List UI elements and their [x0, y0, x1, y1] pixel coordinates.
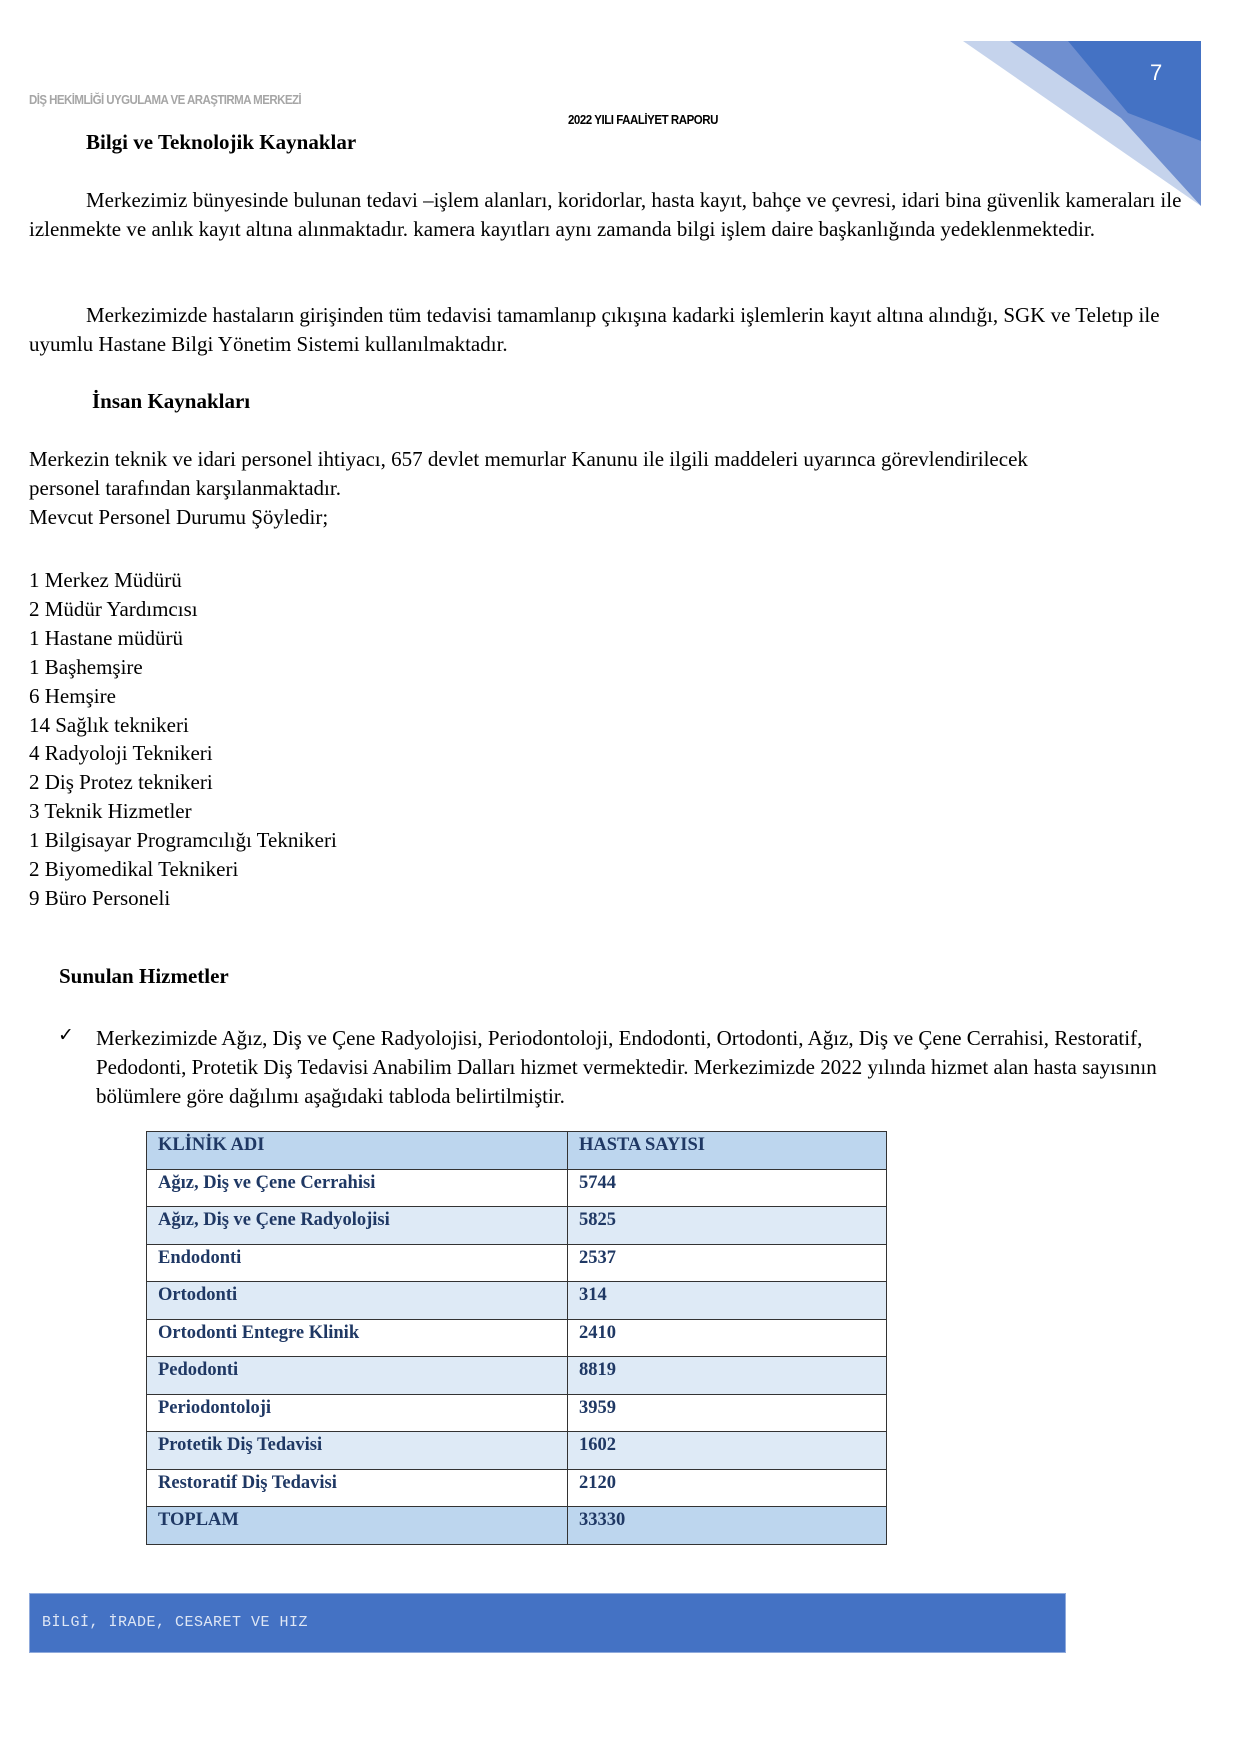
section-title-technology: Bilgi ve Teknolojik Kaynaklar — [86, 130, 357, 154]
patient-count: 2120 — [568, 1469, 887, 1507]
staff-item: 14 Sağlık teknikeri — [29, 712, 189, 737]
table-row — [147, 1207, 887, 1245]
footer-banner — [29, 1593, 1066, 1653]
patient-count: 5825 — [568, 1207, 887, 1245]
patient-count: 3959 — [568, 1394, 887, 1432]
table-row — [147, 1357, 887, 1395]
clinic-name: Ortodonti — [147, 1282, 568, 1320]
patient-count: 1602 — [568, 1432, 887, 1470]
paragraph-cameras: Merkezimiz bünyesinde bulunan tedavi –işlem alanları, koridorlar, hasta kayıt, bahçe ve çevresi, idari bina güvenlik kameraları ile izlenmekte ve anlık kayıt altına alınmaktadır. kamera kayıtları aynı zamanda bilgi işlem daire başkanlığında yedeklenmektedir. — [29, 188, 1182, 241]
table-row — [147, 1394, 887, 1432]
clinic-name: Periodontoloji — [147, 1394, 568, 1432]
section-title-services: Sunulan Hizmetler — [59, 964, 229, 988]
clinic-name: Restoratif Diş Tedavisi — [147, 1469, 568, 1507]
table-header-row — [147, 1132, 887, 1170]
total-value: 33330 — [568, 1507, 887, 1545]
table-row — [147, 1469, 887, 1507]
table-total-row — [147, 1507, 887, 1545]
clinic-name: Ağız, Diş ve Çene Cerrahisi — [147, 1169, 568, 1207]
clinic-name: Ortodonti Entegre Klinik — [147, 1319, 568, 1357]
section-title-human-resources: İnsan Kaynakları — [92, 389, 251, 413]
staff-item: 9 Büro Personeli — [29, 885, 171, 910]
staff-item: 2 Müdür Yardımcısı — [29, 596, 198, 621]
corner-triangle-decoration — [963, 40, 1203, 208]
staff-item: 1 Bilgisayar Programcılığı Teknikeri — [29, 828, 337, 853]
report-title-header: 2022 YILI FAALİYET RAPORU — [568, 113, 718, 127]
staff-status-line: Mevcut Personel Durumu Şöyledir; — [29, 505, 329, 529]
patient-count: 314 — [568, 1282, 887, 1320]
staff-list — [29, 566, 337, 913]
staff-item: 2 Biyomedikal Teknikeri — [29, 857, 239, 882]
staff-item: 3 Teknik Hizmetler — [29, 799, 192, 824]
organization-header: DİŞ HEKİMLİĞİ UYGULAMA VE ARAŞTIRMA MERKEZİ — [29, 93, 302, 107]
staff-item: 1 Hastane müdürü — [29, 625, 183, 650]
staff-item: 1 Merkez Müdürü — [29, 568, 182, 592]
table-row — [147, 1432, 887, 1470]
clinic-name: Pedodonti — [147, 1357, 568, 1395]
patient-count: 2410 — [568, 1319, 887, 1357]
clinic-name: Protetik Diş Tedavisi — [147, 1432, 568, 1470]
staff-item: 6 Hemşire — [29, 683, 116, 708]
footer-motto: BİLGİ, İRADE, CESARET VE HIZ — [42, 1614, 309, 1631]
patient-count: 2537 — [568, 1244, 887, 1282]
patient-count: 5744 — [568, 1169, 887, 1207]
page-number: 7 — [1150, 60, 1163, 85]
column-header-patients: HASTA SAYISI — [568, 1132, 887, 1170]
staff-item: 2 Diş Protez teknikeri — [29, 770, 213, 795]
table-row — [147, 1282, 887, 1320]
table-row — [147, 1244, 887, 1282]
clinic-patient-table — [146, 1131, 887, 1545]
table-row — [147, 1319, 887, 1357]
clinic-name: Endodonti — [147, 1244, 568, 1282]
paragraph-staffing: Merkezin teknik ve idari personel ihtiyacı, 657 devlet memurlar Kanunu ile ilgili maddeleri uyarınca görevlendirilecek personel tarafından karşılanmaktadır. — [29, 447, 1028, 500]
paragraph-hospital-system: Merkezimizde hastaların girişinden tüm tedavisi tamamlanıp çıkışına kadarki işlemlerin kayıt altına alındığı, SGK ve Teletıp ile uyumlu Hastane Bilgi Yönetim Sistemi kullanılmaktadır. — [29, 303, 1160, 356]
clinic-name: Ağız, Diş ve Çene Radyolojisi — [147, 1207, 568, 1245]
staff-item: 4 Radyoloji Teknikeri — [29, 741, 213, 766]
total-label: TOPLAM — [147, 1507, 568, 1545]
patient-count: 8819 — [568, 1357, 887, 1395]
checkmark-icon: ✓ — [58, 1024, 74, 1046]
services-bullet — [58, 1024, 1158, 1111]
services-description: Merkezimizde Ağız, Diş ve Çene Radyolojisi, Periodontoloji, Endodonti, Ortodonti, Ağız, Diş ve Çene Cerrahisi, Restoratif, Pedodonti, Protetik Diş Tedavisi Anabilim Dalları hizmet vermektedir. Merkezimizde 2022 yılında hizmet alan hasta sayısının bölümlere göre dağılımı aşağıdaki tabloda belirtilmiştir. — [96, 1026, 1157, 1108]
column-header-clinic: KLİNİK ADI — [147, 1132, 568, 1170]
staff-item: 1 Başhemşire — [29, 654, 143, 679]
table-row — [147, 1169, 887, 1207]
